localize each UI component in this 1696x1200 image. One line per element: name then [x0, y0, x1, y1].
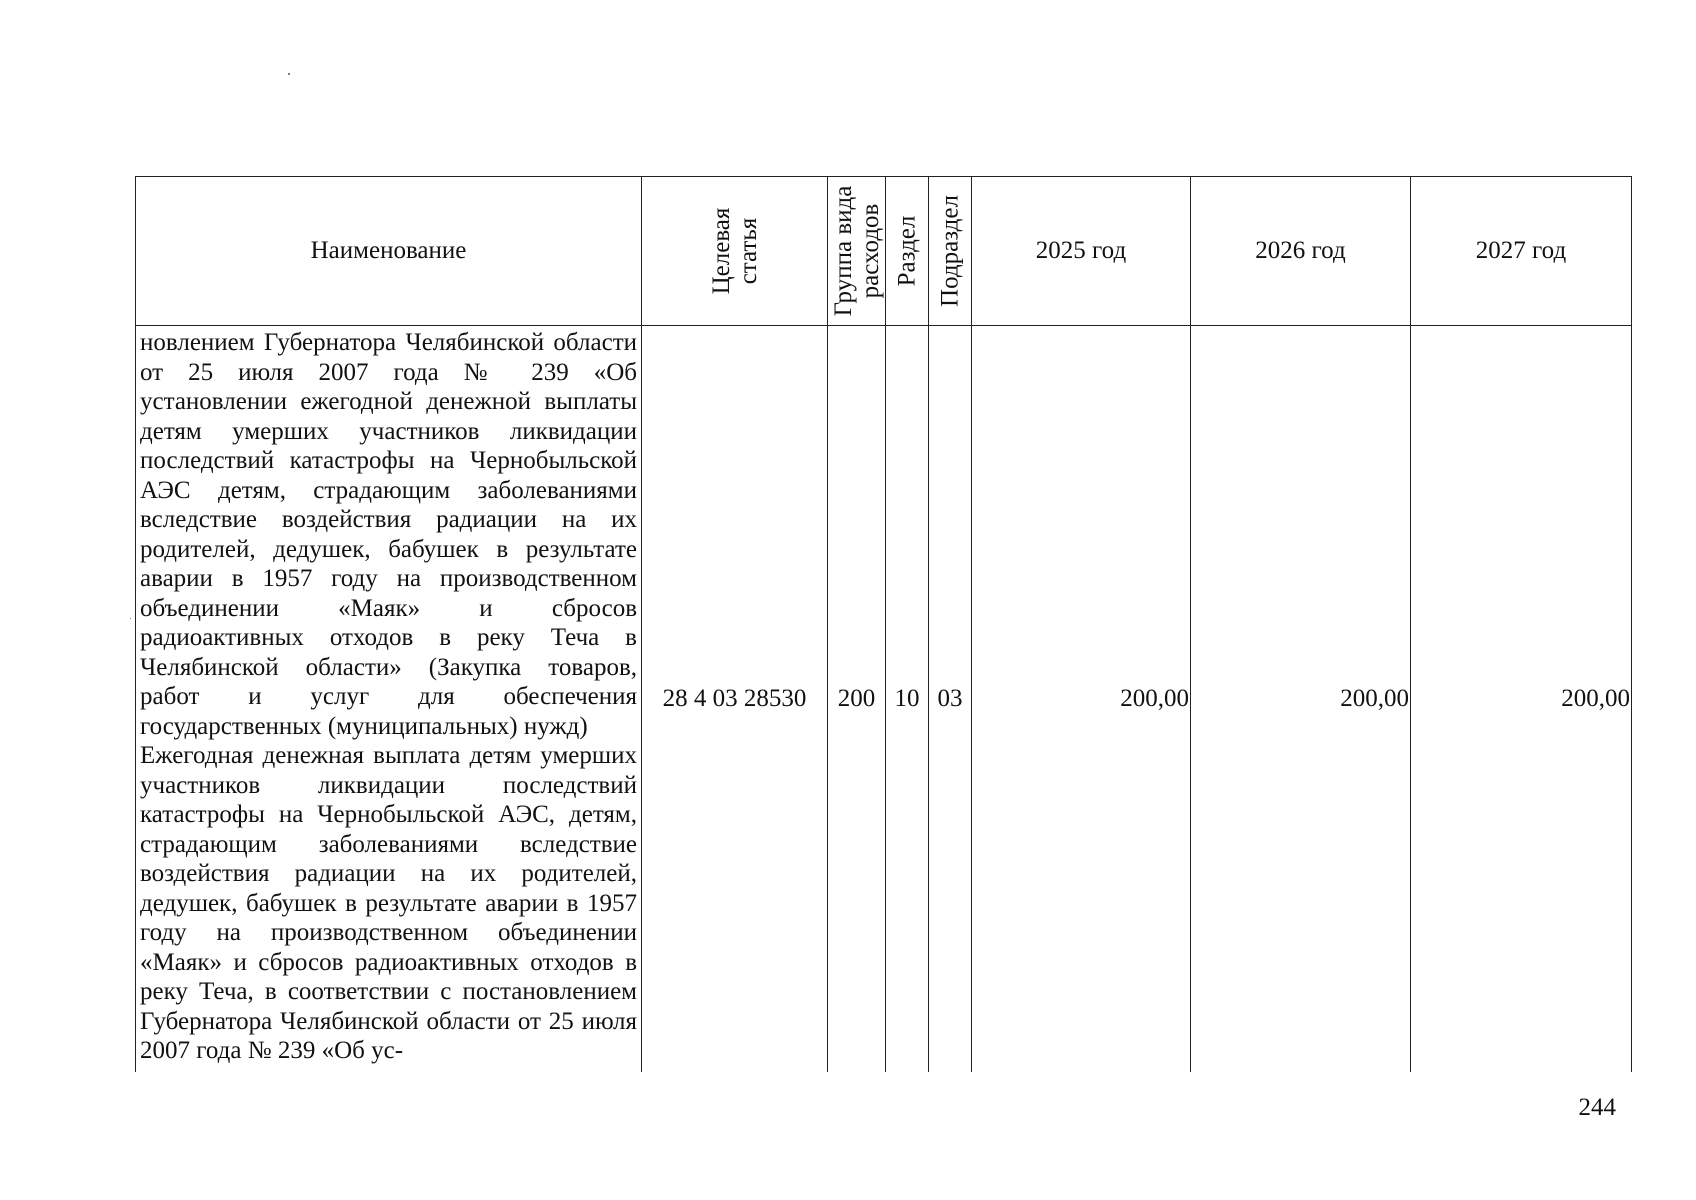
row-year-2027: 200,00: [1411, 326, 1632, 1073]
header-subsection: Подраздел: [929, 177, 972, 326]
row-name-part2: Ежегодная денежная выплата детям умерших участников ликвидации последствий катастрофы на Чернобыльской АЭС, детям, страдающим заболеваниями вследствие воздействия радиации на их родителей, дедушек, бабушек в результате аварии в 1957 году на производственном объединении «Маяк» и сбросов радиоактивных отходов в реку Теча, в соответствии с постановлением Губернатора Челябинской области от 25 июля 2007 года № 239 «Об ус-: [140, 742, 637, 1064]
header-target-item: Целевая статья: [642, 177, 828, 326]
table-header-row: [136, 177, 1632, 326]
row-name-cell: [136, 326, 642, 1073]
page-number: 244: [1578, 1094, 1616, 1121]
header-section: Раздел: [886, 177, 929, 326]
table-row: [136, 326, 1632, 1073]
row-year-2025: 200,00: [972, 326, 1191, 1073]
row-subsection: 03: [929, 326, 972, 1073]
scan-speck: [130, 618, 131, 619]
header-expense-group: Группа вида расходов: [828, 177, 886, 326]
header-year-2027: 2027 год: [1411, 177, 1632, 326]
row-section: 10: [886, 326, 929, 1073]
row-target-item: 28 4 03 28530: [642, 326, 828, 1073]
header-year-2025: 2025 год: [972, 177, 1191, 326]
row-name-part1: новлением Губернатора Челябинской области от 25 июля 2007 года № 239 «Об установлении ежегодной денежной выплаты детям умерших участников ликвидации последствий катастрофы на Чернобыльской АЭС детям, страдающим заболеваниями вследствие воздействия радиации на их родителей, дедушек, бабушек в результате аварии в 1957 году на производственном объединении «Маяк» и сбросов радиоактивных отходов в реку Теча в Челябинской области» (Закупка товаров, работ и услуг для обеспечения государственных (муниципальных) нужд): [140, 329, 637, 740]
header-name: Наименование: [136, 177, 642, 326]
scan-speck: [288, 73, 290, 75]
header-year-2026: 2026 год: [1191, 177, 1411, 326]
row-year-2026: 200,00: [1191, 326, 1411, 1073]
budget-table: [135, 176, 1632, 1072]
row-expense-group: 200: [828, 326, 886, 1073]
